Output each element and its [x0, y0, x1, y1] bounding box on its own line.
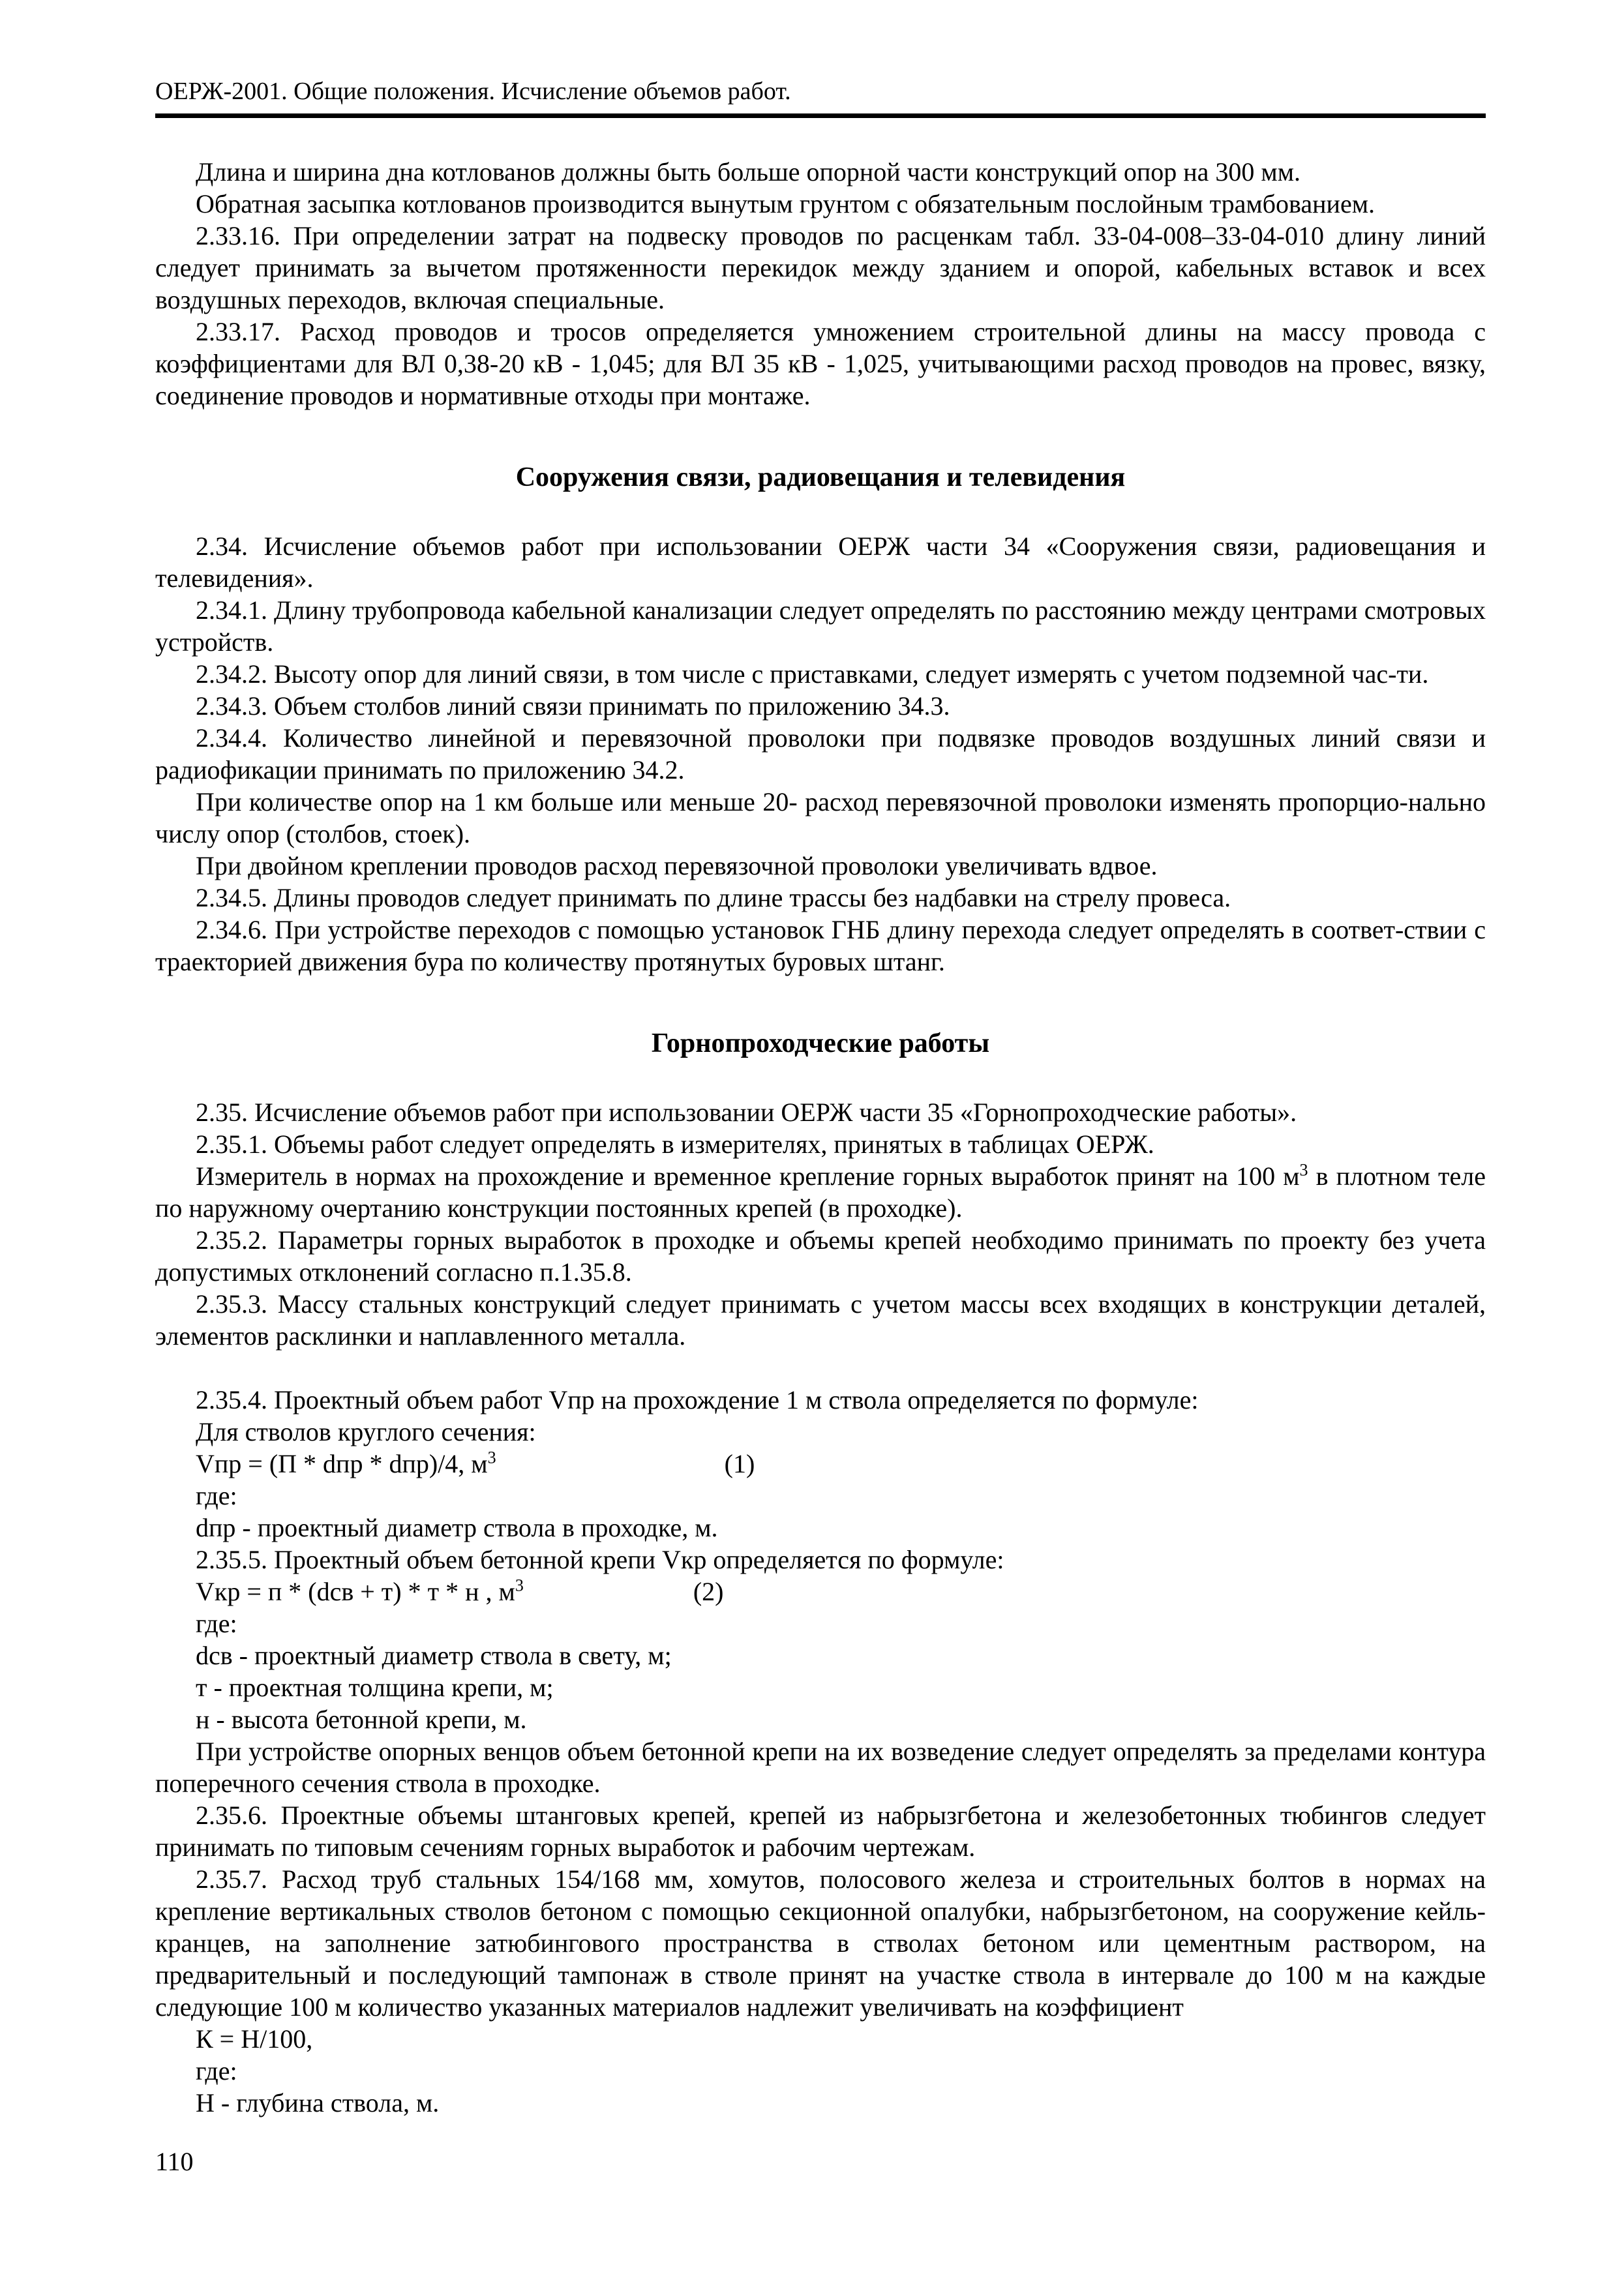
paragraph-2-35-3: 2.35.3. Массу стальных конструкций следует принимать с учетом массы всех входящих в конструкции деталей, элементов расклинки и наплавленного металла. — [155, 1289, 1486, 1351]
paragraph-n-definition: н - высота бетонной крепи, м. — [196, 1705, 527, 1734]
running-header: ОЕРЖ-2001. Общие положения. Исчисление объемов работ. — [155, 78, 791, 105]
paragraph-2-35: 2.35. Исчисление объемов работ при использовании ОЕРЖ части 35 «Горнопроходческие работы». — [196, 1098, 1297, 1127]
paragraph-2-33-16: 2.33.16. При определении затрат на подвеску проводов по расценкам табл. 33-04-008–33-04-010 длину линий следует принимать за вычетом протяженности перекидок между зданием и опорой, кабельных вставок и всех воздушных переходов, включая специальные. — [155, 221, 1486, 314]
formula-vpr-body: Vпр = (П * dпр * dпр)/4, м — [196, 1449, 488, 1478]
paragraph-h-definition: Н - глубина ствола, м. — [196, 2088, 440, 2117]
paragraph-2-34-4: 2.34.4. Количество линейной и перевязочной проволоки при подвязке проводов воздушных линий связи и радиофикации принимать по приложению 34.2. — [155, 723, 1486, 785]
section-title-svyaz: Сооружения связи, радиовещания и телевидения — [515, 462, 1126, 492]
formula-k: К = Н/100, — [196, 2024, 313, 2054]
paragraph-2-34: 2.34. Исчисление объемов работ при использовании ОЕРЖ части 34 «Сооружения связи, радиовещания и телевидения». — [155, 531, 1486, 593]
cubic-meter-superscript: 3 — [1299, 1160, 1308, 1180]
page-header — [155, 77, 1486, 118]
paragraph-2-34-3: 2.34.3. Объем столбов линий связи принимать по приложению 34.3. — [196, 691, 950, 721]
page-number: 110 — [155, 2147, 194, 2176]
paragraph-2-34-5: 2.34.5. Длины проводов следует принимать по длине трассы без надбавки на стрелу провеса. — [196, 883, 1231, 912]
paragraph-izmeritel — [155, 1160, 1486, 1224]
cubic-meter-superscript: 3 — [515, 1576, 524, 1595]
paragraph-dpr-definition: dпр - проектный диаметр ствола в проходке, м. — [196, 1513, 718, 1542]
paragraph-krug-sechenie: Для стволов круглого сечения: — [196, 1417, 536, 1446]
paragraph-2-34-2: 2.34.2. Высоту опор для линий связи, в том числе с приставками, следует измерять с учетом подземной час-ти. — [196, 659, 1429, 689]
paragraph-gde-1: где: — [196, 1481, 237, 1510]
formula-vpr — [155, 1448, 1486, 1480]
paragraph-obratnaya-zasypka: Обратная засыпка котлованов производится вынутым грунтом с обязательным послойным трамбованием. — [196, 189, 1376, 218]
paragraph-opornye-ventsy: При устройстве опорных венцов объем бетонной крепи на их возведение следует определять за пределами контура поперечного сечения ствола в проходке. — [155, 1737, 1486, 1798]
paragraph-2-34-6: 2.34.6. При устройстве переходов с помощью установок ГНБ длину перехода следует определять в соответ-ствии с траекторией движения бура по количеству протянутых буровых штанг. — [155, 915, 1486, 976]
paragraph-2-33-17: 2.33.17. Расход проводов и тросов определяется умножением строительной длины на массу провода с коэффициентами для ВЛ 0,38-20 кВ - 1,045; для ВЛ 35 кВ - 1,025, учитывающими расход проводов на провес, вязку, соединение проводов и нормативные отходы при монтаже. — [155, 317, 1486, 410]
paragraph-gde-2: где: — [196, 1609, 237, 1638]
paragraph-double-note: При двойном креплении проводов расход перевязочной проволоки увеличивать вдвое. — [196, 851, 1158, 880]
paragraph-2-34-1: 2.34.1. Длину трубопровода кабельной канализации следует определять по расстоянию между центрами смотровых устройств. — [155, 595, 1486, 657]
paragraph-izmeritel-text-tail: в плотном теле по наружному очертанию конструкции постоянных крепей (в проходке). — [155, 1161, 1486, 1223]
section-title-gorno: Горнопроходческие работы — [651, 1028, 990, 1058]
formula-vkr-body: Vкр = п * (dсв + т) * т * н , м — [196, 1577, 515, 1606]
paragraph-2-35-7: 2.35.7. Расход труб стальных 154/168 мм, хомутов, полосового железа и строительных болтов в нормах на крепление вертикальных стволов бетоном с помощью секционной опалубки, набрызгбетоном, на сооружение кейль-кранцев, на заполнение затюбингового пространства в стволах бетоном или цементным раствором, на предварительный и последующий тампонаж в стволе принят на участке ствола в интервале до 100 м на каждые следующие 100 м количество указанных материалов надлежит увеличивать на коэффициент — [155, 1864, 1486, 2022]
paragraph-2-35-2: 2.35.2. Параметры горных выработок в проходке и объемы крепей необходимо принимать по проекту без учета допустимых отклонений согласно п.1.35.8. — [155, 1225, 1486, 1287]
formula-vkr — [155, 1576, 1486, 1608]
paragraph-2-35-1: 2.35.1. Объемы работ следует определять в измерителях, принятых в таблицах ОЕРЖ. — [196, 1130, 1154, 1159]
paragraph-izmeritel-text: Измеритель в нормах на прохождение и временное крепление горных выработок принят на 100 м — [196, 1161, 1300, 1191]
paragraph-t-definition: т - проектная толщина крепи, м; — [196, 1673, 554, 1702]
paragraph-gde-3: где: — [196, 2056, 237, 2086]
page-footer — [155, 2146, 1486, 2177]
paragraph-kotlovany-size: Длина и ширина дна котлованов должны быть больше опорной части конструкций опор на 300 мм. — [196, 157, 1301, 187]
paragraph-opor-note: При количестве опор на 1 км больше или меньше 20- расход перевязочной проволоки изменять пропорцио-нально числу опор (столбов, стоек). — [155, 787, 1486, 848]
paragraph-2-35-6: 2.35.6. Проектные объемы штанговых крепей, крепей из набрызгбетона и железобетонных тюбингов следует принимать по типовым сечениям горных выработок и рабочим чертежам. — [155, 1801, 1486, 1862]
paragraph-2-35-5: 2.35.5. Проектный объем бетонной крепи Vкр определяется по формуле: — [196, 1545, 1004, 1574]
equation-number-1: (1) — [724, 1449, 755, 1478]
header-divider — [155, 113, 1486, 118]
document-body — [155, 156, 1486, 2119]
equation-number-2: (2) — [693, 1577, 724, 1606]
cubic-meter-superscript: 3 — [487, 1448, 496, 1467]
paragraph-2-35-4: 2.35.4. Проектный объем работ Vпр на прохождение 1 м ствола определяется по формуле: — [196, 1385, 1199, 1414]
paragraph-dsv-definition: dсв - проектный диаметр ствола в свету, м; — [196, 1641, 672, 1670]
